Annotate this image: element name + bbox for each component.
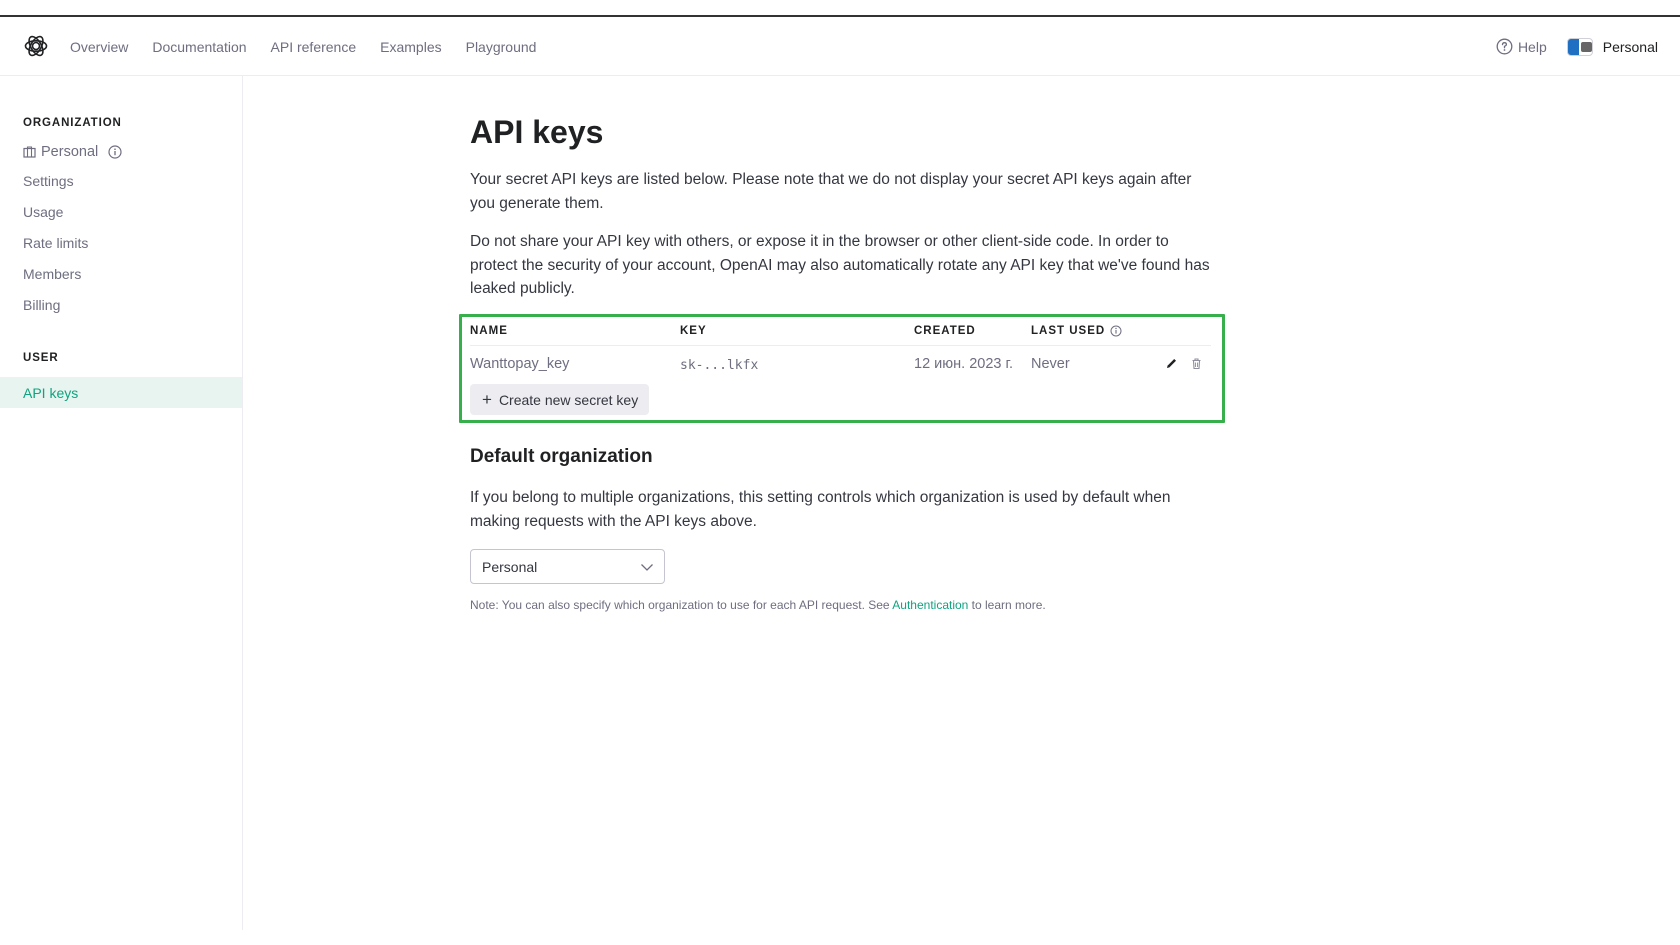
authentication-link[interactable]: Authentication xyxy=(892,598,969,612)
sidebar-item-settings[interactable]: Settings xyxy=(23,173,74,189)
column-header-name: NAME xyxy=(470,325,508,337)
openai-logo-icon[interactable] xyxy=(23,33,49,59)
last-used-label: LAST USED xyxy=(1031,325,1106,337)
org-note xyxy=(470,598,1046,612)
sidebar-item-api-keys[interactable]: API keys xyxy=(0,377,242,408)
column-header-last-used xyxy=(1031,325,1122,337)
row-actions xyxy=(1165,357,1215,370)
sidebar-item-rate-limits[interactable]: Rate limits xyxy=(23,235,89,251)
default-org-description: If you belong to multiple organizations, this setting controls which organization is used by default when making requests with the API keys above. xyxy=(470,489,1171,530)
key-last-used-cell: Never xyxy=(1031,356,1070,372)
default-org-title: Default organization xyxy=(470,446,653,467)
key-value-cell: sk-...lkfx xyxy=(680,358,759,373)
nav-examples[interactable]: Examples xyxy=(380,38,442,55)
table-header-divider xyxy=(470,345,1211,346)
pencil-icon xyxy=(1165,357,1178,370)
create-secret-key-label: Create new secret key xyxy=(498,391,639,408)
top-header xyxy=(0,17,1680,76)
note-text-after: to learn more. xyxy=(968,598,1046,612)
column-header-key: KEY xyxy=(680,325,707,337)
header-right xyxy=(1496,17,1658,76)
organization-heading: ORGANIZATION xyxy=(23,117,122,129)
edit-key-button[interactable] xyxy=(1165,357,1178,370)
key-name-cell: Wanttopay_key xyxy=(470,356,570,372)
account-menu[interactable] xyxy=(1567,38,1658,56)
avatar xyxy=(1567,38,1593,56)
key-created-cell: 12 июн. 2023 г. xyxy=(914,356,1014,372)
sidebar xyxy=(0,76,243,930)
column-header-created: CREATED xyxy=(914,325,976,337)
default-org-selected: Personal xyxy=(482,558,538,575)
help-label: Help xyxy=(1517,38,1547,55)
delete-key-button[interactable] xyxy=(1190,357,1203,370)
user-heading: USER xyxy=(23,352,59,364)
create-secret-key-button[interactable] xyxy=(470,384,649,415)
intro-paragraph-2: Do not share your API key with others, or expose it in the browser or other client-side code. In order to protect the security of your account, OpenAI may also automatically rotate any API key that we've found has leaked publicly. xyxy=(470,233,1210,297)
plus-icon: + xyxy=(482,390,492,409)
trash-icon xyxy=(1190,357,1203,370)
info-icon[interactable] xyxy=(108,145,122,159)
sidebar-item-billing[interactable]: Billing xyxy=(23,297,61,313)
page-title: API keys xyxy=(470,114,604,150)
help-button[interactable] xyxy=(1496,38,1547,55)
sidebar-item-members[interactable]: Members xyxy=(23,266,82,282)
nav-api-reference[interactable]: API reference xyxy=(270,38,357,55)
org-name-label: Personal xyxy=(41,144,99,160)
note-text-before: Note: You can also specify which organization to use for each API request. See xyxy=(470,598,893,612)
top-nav xyxy=(70,17,560,76)
default-org-select[interactable] xyxy=(470,549,665,584)
chevron-down-icon xyxy=(640,561,654,573)
intro-paragraph-1: Your secret API keys are listed below. Please note that we do not display your secret API keys again after you generate them. xyxy=(470,171,1192,212)
help-circle-icon xyxy=(1496,38,1513,55)
nav-playground[interactable]: Playground xyxy=(465,38,537,55)
nav-documentation[interactable]: Documentation xyxy=(152,38,247,55)
nav-overview[interactable]: Overview xyxy=(70,38,129,55)
account-label: Personal xyxy=(1602,38,1658,55)
org-name xyxy=(23,144,122,160)
building-icon xyxy=(23,146,36,158)
info-icon[interactable] xyxy=(1110,325,1122,337)
sidebar-item-usage[interactable]: Usage xyxy=(23,204,64,220)
